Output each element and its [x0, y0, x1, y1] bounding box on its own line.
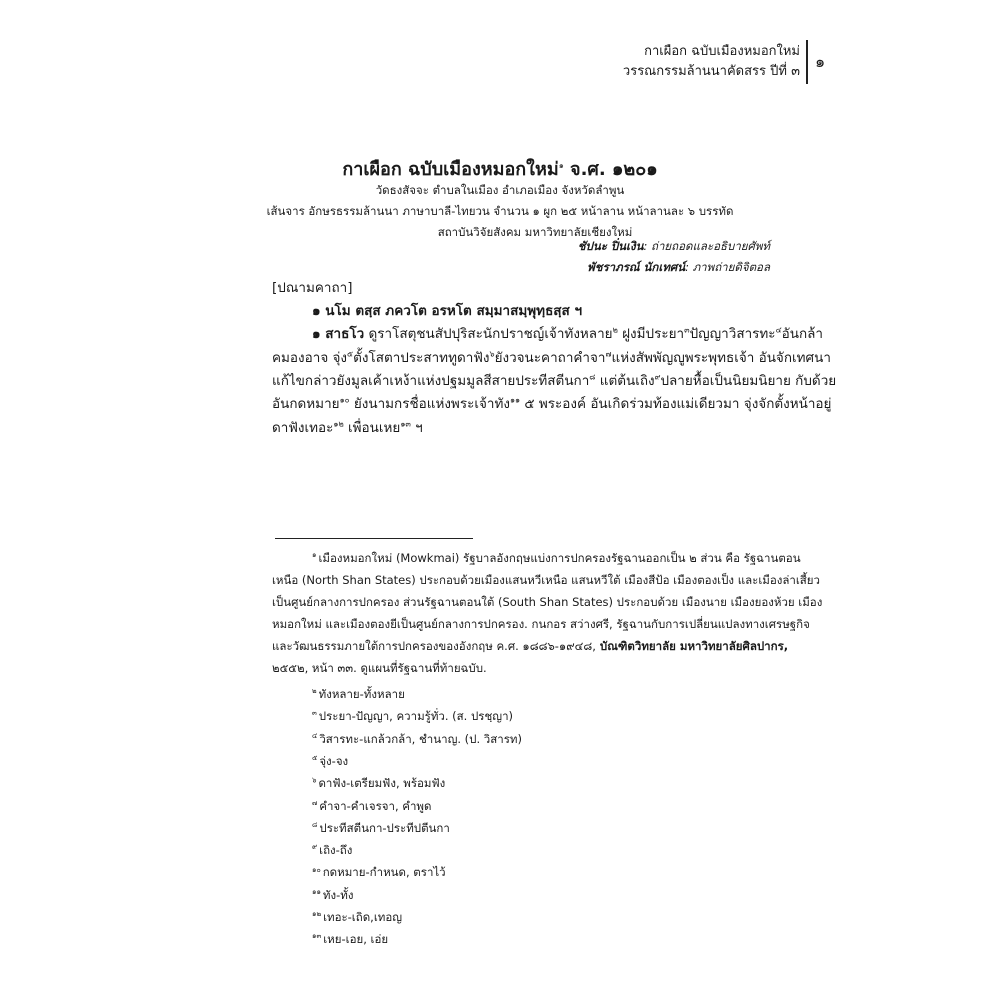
credit-photographer: [587, 259, 770, 277]
text-span: อันกดหมาย: [272, 396, 340, 412]
footnote-text: จุ่ง-จง: [319, 753, 349, 768]
paragraph-line-1: [312, 322, 823, 344]
footnote-number: ๗: [312, 798, 318, 807]
running-header-title: กาเผือก ฉบับเมืองหมอกใหม่: [644, 44, 800, 59]
text-span: แห่งสัพพัญญูพระพุทธเจ้า อันจักเทศนา: [611, 350, 831, 366]
footnote-1-line-2: เหนือ (North Shan States) ประกอบด้วยเมืองแสนหวีเหนือ แสนหวีใต้ เมืองสีป้อ เมืองตองเป็ง และเมืองล่าเสี้ยว: [272, 573, 821, 587]
source-line-2: เส้นจาร อักษรธรรมล้านนา ภาษาบาลี-ไทยวน จำนวน ๑ ผูก ๒๕ หน้าลาน หน้าลานละ ๖ บรรทัด: [266, 204, 734, 218]
footnote-ref: ๕: [347, 349, 354, 359]
running-header-series: วรรณกรรมล้านนาคัดสรร ปีที่ ๓: [622, 64, 800, 79]
footnote-number: ๖: [312, 776, 317, 785]
footnote-number: ๑๑: [312, 887, 321, 896]
text-span: ฯ: [410, 420, 423, 436]
footnote-text: ประยา-ปัญญา, ความรู้ทั่ว. (ส. ปรชฺญา): [318, 709, 514, 724]
footnote-ref: ๑๑: [509, 395, 521, 405]
footnote-item: [312, 798, 431, 816]
footnote-number: ๑๐: [312, 865, 321, 874]
credit-name: พัชราภรณ์ นักเทศน์: [587, 260, 686, 274]
footnote-1-line-5: [272, 638, 788, 656]
text-span: ยังนามกรชื่อแห่งพระเจ้าทัง: [349, 396, 510, 412]
text-span: ตั้งโสตาประสาททูดาฟัง: [353, 350, 490, 366]
verse-text: นโม ตสฺส ภควโต อรหโต สมฺมาสมฺพุทฺธสฺส ฯ: [325, 303, 583, 319]
text-span: ดาฟังเทอะ: [272, 420, 334, 436]
footnote-item: [312, 864, 446, 882]
footnote-1-line-1: [312, 550, 801, 568]
footnote-text: กดหมาย-กำหนด, ตราไว้: [322, 865, 446, 880]
footnote-number: ๘: [312, 820, 318, 829]
footnote-item: [312, 731, 522, 749]
footnote-text: วิสารทะ-แกล้วกล้า, ชำนาญ. (ป. วิสารท): [319, 731, 522, 746]
text-span: คมองอาจ จุ่ง: [272, 350, 348, 366]
footnote-item: [312, 820, 450, 838]
footnote-ref: ๙: [654, 372, 661, 382]
text-span: ปัญญาวิสารทะ: [689, 326, 776, 342]
footnote-text: เถิง-ถึง: [319, 843, 353, 858]
footnote-ref: ๑๓: [400, 419, 411, 429]
section-heading: [ปณามคาถา]: [272, 280, 353, 296]
footnote-item: [312, 708, 513, 726]
text-span: เพื่อนเหย: [343, 420, 401, 436]
credit-role: : ถ่ายถอดและอธิบายศัพท์: [643, 239, 770, 253]
credit-name: ชัปนะ ปิ่นเงิน: [577, 239, 644, 253]
footnote-number: ๑๓: [312, 932, 322, 941]
page-title: [0, 154, 1000, 183]
footnote-item: [312, 887, 353, 905]
title-era: จ.ศ. ๑๒๐๑: [563, 159, 658, 180]
footnote-number: ๓: [312, 709, 317, 718]
title-text: กาเผือก ฉบับเมืองหมอกใหม่: [342, 159, 559, 180]
footnote-item: [312, 909, 402, 927]
text-span: ฝูงมีประยา: [617, 326, 685, 342]
paragraph-line-2: [272, 346, 831, 368]
footnote-text: ดาฟัง-เตรียมฟัง, พร้อมฟัง: [318, 776, 446, 791]
text-span: ๕ พระองค์ อันเกิดร่วมท้องแม่เดียวมา จุ่งจักตั้งหน้าอยู่: [520, 396, 832, 412]
page-number: ๑: [815, 52, 826, 71]
source-line-1: วัดธงสัจจะ ตำบลในเมือง อำเภอเมือง จังหวัดลำพูน: [375, 183, 625, 197]
text-span: อันกล้า: [781, 326, 823, 342]
text-span: ยังวจนะคาถาคำจา: [494, 350, 606, 366]
footnote-ref: ๒: [612, 325, 618, 335]
footnote-text: คำจา-คำเจรจา, คำพูด: [319, 798, 432, 813]
paragraph-line-5: [272, 416, 423, 438]
verse-number: ๑: [312, 303, 326, 319]
credit-transcriber: [578, 238, 770, 256]
footnote-number: ๑: [312, 551, 317, 560]
footnote-item: [312, 686, 405, 704]
footnote-text: เหย-เอย, เอ่ย: [323, 932, 389, 947]
header-divider: [806, 40, 808, 84]
paragraph-line-3: [272, 369, 836, 391]
footnote-ref: ๓: [684, 325, 690, 335]
verse-line: [312, 299, 582, 321]
footnote-number: ๙: [312, 843, 318, 852]
footnote-text: เทอะ-เถิด,เทอญ: [323, 910, 403, 924]
footnote-item: [312, 931, 388, 949]
text-span: ปลายหื้อเป็นนิยมนิยาย กับด้วย: [660, 373, 837, 389]
footnote-ref: ๔: [775, 325, 782, 335]
text-span: แก้ไขกล่าวยังมูลเค้าเหง้าแห่งปฐมมูลสีสายประทีสตีนกา: [272, 373, 590, 389]
paragraph-line-4: [272, 392, 831, 414]
footnote-text: และวัฒนธรรมภายใต้การปกครองของอังกฤษ ค.ศ. ๑๘๘๖-๑๙๔๘,: [272, 639, 596, 653]
footnote-divider: [275, 538, 473, 539]
footnote-text: ทังหลาย-ทั้งหลาย: [318, 687, 405, 701]
footnote-ref: ๖: [489, 349, 495, 359]
footnote-number: ๕: [312, 754, 318, 763]
footnote-text: เมืองหมอกใหม่ (Mowkmai) รัฐบาลอังกฤษแบ่งการปกครองรัฐฉานออกเป็น ๒ ส่วน คือ รัฐฉานตอน: [318, 551, 801, 565]
text-span: ดูราโสตุชนสัปปุริสะนักปราชญ์เจ้าทังหลาย: [364, 326, 613, 342]
footnote-item: [312, 842, 352, 860]
footnote-item: [312, 775, 445, 793]
footnote-ref: ๗: [605, 349, 612, 359]
running-header: [623, 42, 800, 82]
footnote-publisher: บัณฑิตวิทยาลัย มหาวิทยาลัยศิลปากร,: [595, 639, 789, 653]
footnote-1-line-4: หมอกใหม่ และเมืองตองยีเป็นศูนย์กลางการปกครอง. กนกอร สว่างศรี, รัฐฉานกับการเปลี่ยนแปลงทางเศรษฐกิจ: [272, 617, 810, 631]
footnote-1-line-3: เป็นศูนย์กลางการปกครอง ส่วนรัฐฉานตอนใต้ (South Shan States) ประกอบด้วย เมืองนาย เมืองยองห้วย เมือง: [272, 595, 823, 609]
footnote-text: ทัง-ทั้ง: [322, 887, 354, 902]
title-footnote-ref: ๑: [558, 161, 564, 170]
footnote-item: [312, 753, 348, 771]
paragraph-lead: สาธโว: [325, 326, 365, 342]
footnote-number: ๔: [312, 731, 318, 740]
text-span: แต่ต้นเถิง: [595, 373, 655, 389]
source-line-3: สถาบันวิจัยสังคม มหาวิทยาลัยเชียงใหม่: [437, 225, 633, 239]
paragraph-number: ๑: [312, 326, 326, 342]
footnote-ref: ๑๐: [339, 395, 350, 405]
footnote-1-line-6: ๒๕๕๒, หน้า ๓๓. ดูแผนที่รัฐฉานที่ท้ายฉบับ.: [272, 661, 487, 675]
footnote-text: ประทีสตีนกา-ประทีปตีนกา: [319, 820, 450, 835]
credit-role: : ภาพถ่ายดิจิตอล: [685, 260, 770, 274]
footnote-number: ๒: [312, 687, 317, 696]
footnote-number: ๑๒: [312, 910, 322, 919]
footnote-ref: ๑๒: [333, 419, 344, 429]
footnote-ref: ๘: [589, 372, 596, 382]
